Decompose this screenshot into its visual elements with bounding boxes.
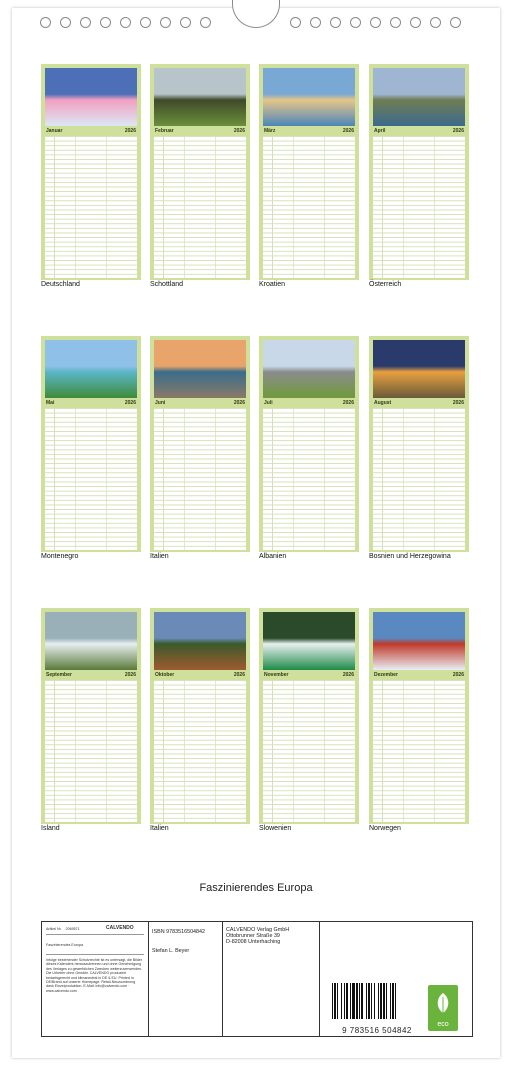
barcode-bars bbox=[330, 983, 424, 1021]
binding-holes-left bbox=[40, 17, 211, 29]
publisher-city: D-82008 Unterhaching bbox=[226, 939, 281, 945]
legal-text: Infolge bestehender Schutzrechte ist es untersagt, die Bilder dieses Kalenders herauszutrennen und ohne Genehmigung des Verlages zu gewerblichen Zwecken weiterzuverwenden. Die Urheber ohne Gewähr. CALVENDO produziert bedarfsgerecht und klimaneutral in DE & EU. Printed in DE/Brand auf unserer Homepage. Retail-Neuzuordnung dank Einzelproduktion. E-Mail: info@calvendo.com · www.calvendo.com bbox=[46, 958, 143, 993]
month-year: 2026 bbox=[233, 672, 245, 678]
info-col-mid bbox=[149, 922, 223, 1036]
landscape-photo bbox=[373, 612, 465, 670]
month-card bbox=[369, 608, 469, 824]
landscape-photo bbox=[154, 612, 246, 670]
day-grid bbox=[373, 680, 465, 822]
month-name: Oktober bbox=[155, 672, 175, 678]
month-card bbox=[369, 64, 469, 280]
month-header bbox=[263, 398, 355, 407]
day-grid bbox=[263, 408, 355, 550]
landscape-photo bbox=[45, 612, 137, 670]
month-card bbox=[259, 64, 359, 280]
month-header bbox=[373, 398, 465, 407]
month-year: 2026 bbox=[233, 400, 245, 406]
month-year: 2026 bbox=[124, 400, 136, 406]
barcode bbox=[330, 983, 424, 1035]
landscape-photo bbox=[373, 68, 465, 126]
country-label: Italien bbox=[150, 825, 169, 832]
publisher-street: Ottobrunner Straße 39 bbox=[226, 933, 280, 939]
country-label: Italien bbox=[150, 553, 169, 560]
month-year: 2026 bbox=[452, 672, 464, 678]
month-year: 2026 bbox=[233, 128, 245, 134]
month-card bbox=[150, 608, 250, 824]
month-card bbox=[369, 336, 469, 552]
month-name: März bbox=[264, 128, 276, 134]
day-grid bbox=[45, 136, 137, 278]
binding-holes-right bbox=[290, 17, 461, 29]
landscape-photo bbox=[154, 68, 246, 126]
month-card bbox=[259, 608, 359, 824]
month-name: Juni bbox=[155, 400, 166, 406]
month-name: Juli bbox=[264, 400, 273, 406]
country-label: Österreich bbox=[369, 281, 402, 288]
publisher-name: CALVENDO Verlag GmbH bbox=[226, 927, 290, 933]
month-header bbox=[373, 670, 465, 679]
month-name: August bbox=[374, 400, 392, 406]
country-label: Schottland bbox=[150, 281, 184, 288]
calendar-title: Faszinierendes Europa bbox=[199, 882, 313, 894]
country-label: Slowenien bbox=[259, 825, 292, 832]
country-label: Kroatien bbox=[259, 281, 286, 288]
month-year: 2026 bbox=[452, 128, 464, 134]
month-name: September bbox=[46, 672, 72, 678]
month-year: 2026 bbox=[342, 128, 354, 134]
month-name: Februar bbox=[155, 128, 174, 134]
month-name: Mai bbox=[46, 400, 55, 406]
day-grid bbox=[154, 136, 246, 278]
leaf-icon bbox=[434, 991, 452, 1017]
day-grid bbox=[45, 680, 137, 822]
landscape-photo bbox=[263, 340, 355, 398]
month-name: Januar bbox=[46, 128, 63, 134]
country-label: Deutschland bbox=[41, 281, 80, 288]
month-name: April bbox=[374, 128, 386, 134]
product-name: Faszinierendes Europa bbox=[46, 943, 83, 947]
landscape-photo bbox=[263, 612, 355, 670]
artikel-number: 2069571 bbox=[65, 927, 80, 931]
month-card bbox=[41, 336, 141, 552]
isbn: ISBN 9783516504842 bbox=[152, 929, 206, 935]
month-header bbox=[263, 670, 355, 679]
artikel-label: Artikel Nr. bbox=[46, 927, 62, 931]
country-label: Norwegen bbox=[369, 825, 401, 832]
month-card bbox=[259, 336, 359, 552]
day-grid bbox=[373, 136, 465, 278]
landscape-photo bbox=[154, 340, 246, 398]
day-grid bbox=[373, 408, 465, 550]
country-label: Bosnien und Herzegowina bbox=[369, 553, 451, 560]
month-card bbox=[150, 64, 250, 280]
country-label: Montenegro bbox=[41, 553, 79, 560]
calvendo-logo: CALVENDO bbox=[106, 925, 134, 931]
month-year: 2026 bbox=[452, 400, 464, 406]
month-header bbox=[45, 398, 137, 407]
month-year: 2026 bbox=[342, 400, 354, 406]
landscape-photo bbox=[263, 68, 355, 126]
day-grid bbox=[154, 408, 246, 550]
month-header bbox=[154, 398, 246, 407]
landscape-photo bbox=[45, 68, 137, 126]
landscape-photo bbox=[373, 340, 465, 398]
month-card bbox=[41, 608, 141, 824]
month-year: 2026 bbox=[124, 672, 136, 678]
author: Stefan L. Beyer bbox=[152, 948, 190, 954]
month-header bbox=[373, 126, 465, 135]
month-card bbox=[150, 336, 250, 552]
month-header bbox=[154, 126, 246, 135]
month-year: 2026 bbox=[124, 128, 136, 134]
eco-badge bbox=[428, 985, 458, 1031]
month-year: 2026 bbox=[342, 672, 354, 678]
eco-label: eco bbox=[437, 1021, 449, 1028]
info-col-left bbox=[42, 922, 149, 1036]
day-grid bbox=[154, 680, 246, 822]
landscape-photo bbox=[45, 340, 137, 398]
day-grid bbox=[263, 136, 355, 278]
month-header bbox=[45, 126, 137, 135]
barcode-digits: 9 783516 504842 bbox=[342, 1026, 412, 1035]
publisher-address bbox=[226, 927, 289, 945]
month-card bbox=[41, 64, 141, 280]
day-grid bbox=[45, 408, 137, 550]
month-header bbox=[263, 126, 355, 135]
product-info-box bbox=[41, 921, 473, 1037]
country-label: Island bbox=[41, 825, 60, 832]
month-name: Dezember bbox=[374, 672, 398, 678]
month-name: November bbox=[264, 672, 289, 678]
month-header bbox=[45, 670, 137, 679]
country-label: Albanien bbox=[259, 553, 287, 560]
day-grid bbox=[263, 680, 355, 822]
month-header bbox=[154, 670, 246, 679]
